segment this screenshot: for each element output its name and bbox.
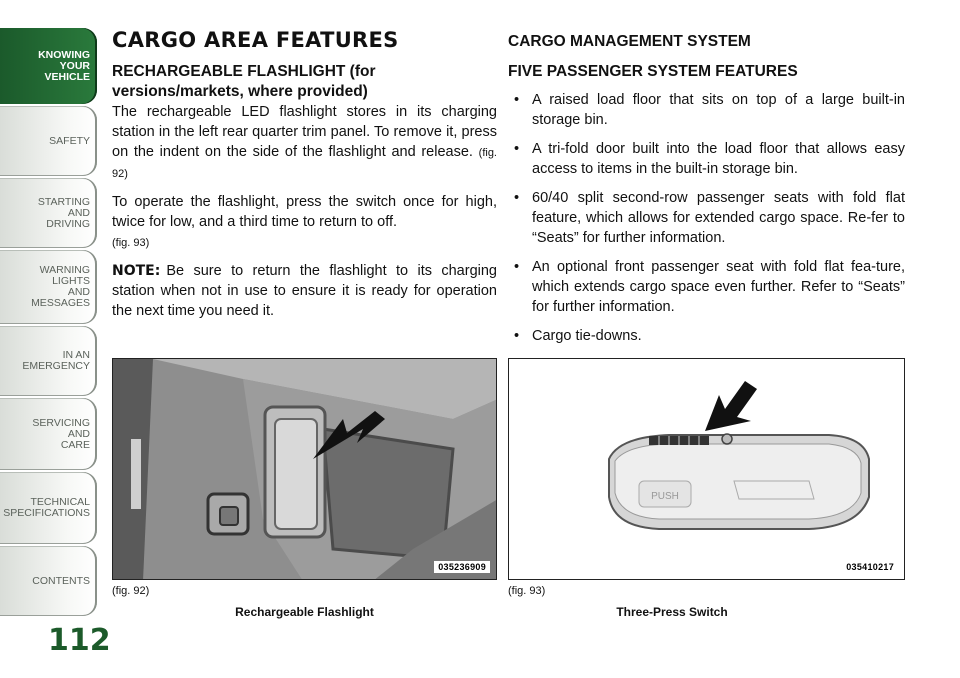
tab-label: KNOWING — [38, 48, 90, 61]
tab-servicing-and-care[interactable] — [0, 398, 97, 470]
figure-flashlight — [112, 358, 497, 580]
figure-reference: (fig. 93) — [112, 237, 150, 249]
tab-knowing-your-vehicle[interactable] — [0, 28, 97, 104]
figure-code: 035236909 — [434, 561, 490, 573]
list-item: • Cargo tie-downs. — [508, 326, 905, 346]
tab-label: TECHNICAL — [30, 496, 90, 508]
tab-label: SAFETY — [49, 134, 90, 147]
figure-code: 035410217 — [842, 561, 898, 573]
list-item: • A tri-fold door built into the load floor that allows easy access to items in the built-in storage bin. — [508, 139, 905, 179]
left-column — [112, 28, 497, 329]
page-number: 112 — [48, 623, 111, 658]
figure-caption: Rechargeable Flashlight — [235, 605, 374, 619]
tab-label: STARTING — [37, 195, 90, 208]
right-column — [508, 28, 905, 355]
tab-starting-and-driving[interactable] — [0, 178, 97, 248]
figure-caption: Three-Press Switch — [616, 605, 728, 619]
tab-label: WARNING — [39, 264, 90, 276]
subsection-heading: FIVE PASSENGER SYSTEM FEATURES — [508, 63, 798, 80]
tab-label: CONTENTS — [32, 574, 90, 587]
tab-label: LIGHTS — [52, 275, 90, 287]
tab-warning-lights-and-messages[interactable] — [0, 250, 97, 324]
note-label: NOTE: — [112, 263, 161, 279]
subsection-title: RECHARGEABLE FLASHLIGHT (for versions/markets, where provided) — [112, 63, 376, 100]
figure-reference: (fig. 92) — [112, 585, 150, 597]
tab-label: AND — [67, 286, 90, 298]
tab-label: AND — [67, 206, 90, 219]
flashlight-illustration — [113, 359, 497, 580]
paragraph: The rechargeable LED flashlight stores in its charging station in the left rear quarter trim panel. To remove it, press on the indent on the side of the flashlight and release. (fig. 92) — [112, 104, 497, 180]
tab-label: DRIVING — [46, 217, 90, 230]
section-title: CARGO AREA FEATURES — [112, 28, 399, 52]
tab-technical-specifications[interactable] — [0, 472, 97, 544]
push-label: PUSH — [651, 491, 679, 502]
switch-illustration — [509, 359, 905, 580]
tab-label: VEHICLE — [44, 70, 90, 83]
feature-list — [508, 90, 905, 346]
tab-label: MESSAGES — [31, 297, 90, 309]
list-item: • 60/40 split second-row passenger seats with fold flat feature, which allows for extended cargo space. Re-fer to “Seats” for further information. — [508, 188, 905, 248]
tab-label: SPECIFICATIONS — [3, 507, 90, 519]
tab-safety[interactable] — [0, 106, 97, 176]
tab-label: EMERGENCY — [22, 360, 90, 372]
tab-in-an-emergency[interactable] — [0, 326, 97, 396]
figure-reference: (fig. 93) — [508, 585, 546, 597]
tab-label: SERVICING — [32, 416, 90, 429]
tab-label: AND — [67, 427, 90, 440]
section-heading: CARGO MANAGEMENT SYSTEM — [508, 33, 751, 50]
list-item: • A raised load floor that sits on top of a large built-in storage bin. — [508, 90, 905, 130]
tab-label: YOUR — [59, 59, 90, 72]
figure-reference: (fig. 92) — [112, 147, 497, 180]
note: NOTE: Be sure to return the flashlight to its charging station when not in use to ensure it is ready for operation the next time you need it. — [112, 263, 497, 319]
tab-label: IN AN — [62, 349, 90, 361]
tab-label: CARE — [60, 438, 90, 451]
figure-switch — [508, 358, 905, 580]
list-item: • An optional front passenger seat with fold flat fea-ture, which extends cargo space even further. Refer to “Seats” for further information. — [508, 257, 905, 317]
tab-contents[interactable] — [0, 546, 97, 616]
paragraph: To operate the flashlight, press the switch once for high, twice for low, and a third time to return to off. (fig. 93) — [112, 194, 497, 249]
